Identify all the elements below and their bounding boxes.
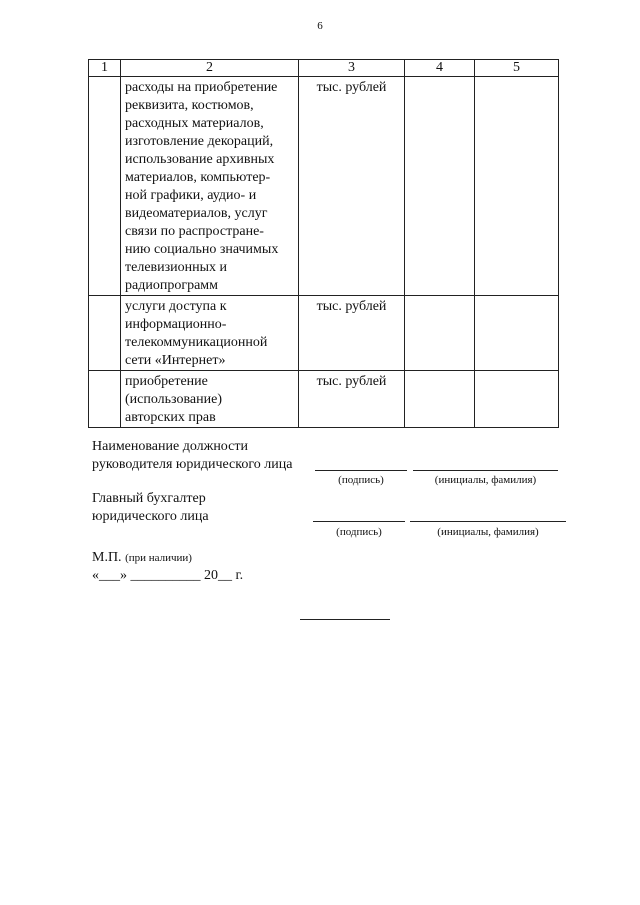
description-line: услуги доступа к [125,299,227,314]
row-number-cell [89,77,121,296]
description-line: изготовление декораций, [125,134,274,149]
description-line: реквизита, костюмов, [125,98,254,113]
value-cell [475,371,559,428]
column-header: 1 [89,60,121,77]
unit-cell: тыс. рублей [299,296,405,371]
page-number: 6 [317,20,323,32]
description-line: информационно- [125,317,227,332]
head-position-title-line2: руководителя юридического лица [92,457,293,472]
description-line: телевизионных и [125,260,228,275]
accountant-initials-caption: (инициалы, фамилия) [437,526,539,538]
column-header: 2 [121,60,299,77]
description-line: видеоматериалов, услуг [125,206,268,221]
value-cell [475,77,559,296]
unit-cell: тыс. рублей [299,371,405,428]
accountant-title: Главный бухгалтер [92,491,206,506]
stamp-note: (при наличии) [125,552,192,564]
table-header-row [89,60,559,77]
head-initials-line [413,470,558,471]
date-placeholder: «___» __________ 20__ г. [92,568,244,583]
description-line: ной графики, аудио- и [125,188,257,203]
column-header: 5 [475,60,559,77]
row-number-cell [89,296,121,371]
unit-cell: тыс. рублей [299,77,405,296]
value-cell [405,296,475,371]
table-row [89,371,559,428]
accountant-title-line2: юридического лица [92,509,209,524]
column-header: 4 [405,60,475,77]
value-cell [405,77,475,296]
description-line: сети «Интернет» [125,353,226,368]
row-number-cell [89,371,121,428]
description-line: материалов, компьютер- [125,170,271,185]
stamp-label: М.П. [92,550,122,565]
value-cell [475,296,559,371]
description-line: использование архивных [125,152,275,167]
table-row [89,296,559,371]
head-signature-caption: (подпись) [338,474,384,486]
accountant-signature-caption: (подпись) [336,526,382,538]
end-divider [300,619,390,620]
stamp-place [92,550,192,566]
description-line: приобретение [125,374,208,389]
description-line: телекоммуникационной [125,335,268,350]
expense-description [121,77,299,296]
head-signature-line [315,470,407,471]
description-line: связи по распростране- [125,224,264,239]
value-cell [405,371,475,428]
description-line: нию социально значимых [125,242,279,257]
description-line: расходы на приобретение [125,80,278,95]
accountant-signature-line [313,521,405,522]
description-line: авторских прав [125,410,216,425]
expense-description [121,371,299,428]
table-row [89,77,559,296]
column-header: 3 [299,60,405,77]
expense-description [121,296,299,371]
accountant-initials-line [410,521,566,522]
head-initials-caption: (инициалы, фамилия) [434,474,537,486]
description-line: расходных материалов, [125,116,264,131]
head-position-title: Наименование должности [92,439,248,454]
expenses-table [88,59,559,428]
description-line: радиопрограмм [125,278,218,293]
description-line: (использование) [125,392,222,407]
